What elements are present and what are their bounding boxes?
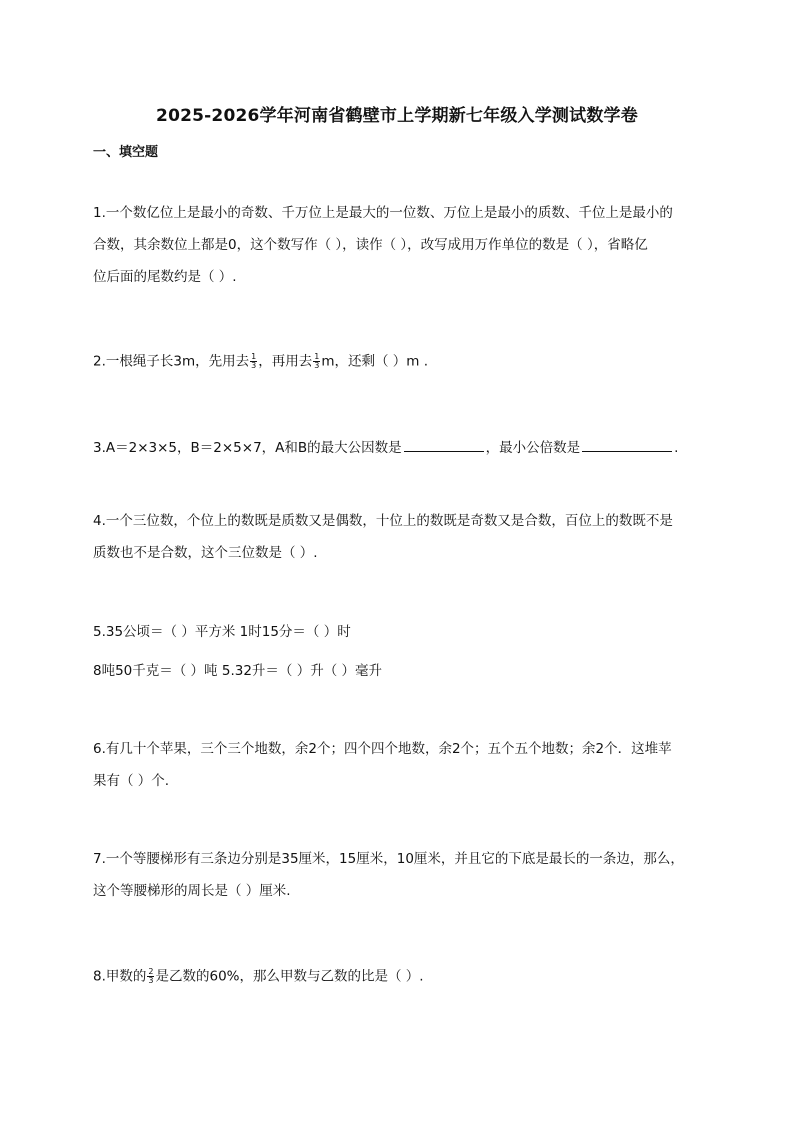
question-3-text-2: ，最小公倍数是 (485, 440, 581, 456)
answer-blank-gcd (404, 439, 484, 452)
question-2 (93, 353, 428, 370)
answer-blank-lcm (582, 439, 672, 452)
question-8-text-2: 是乙数的60%，那么甲数与乙数的比是（ ）. (155, 968, 424, 985)
question-3 (93, 439, 678, 456)
question-1-line-2: 合数，其余数位上都是0，这个数写作（ ），读作（ ），改写成用万作单位的数是（ ），省略亿 (93, 237, 648, 253)
question-2-text-1: 2.一根绳子长3m，先用去 (93, 353, 250, 370)
question-7-line-2: 这个等腰梯形的周长是（ ）厘米. (93, 883, 291, 899)
question-6-line-1: 6.有几十个苹果，三个三个地数，余2个；四个四个地数，余2个；五个五个地数；余2个．这堆苹 (93, 741, 672, 757)
fraction-one-third (250, 353, 257, 370)
question-2-text-2: ，再用去 (258, 353, 313, 370)
fraction-numerator: 1 (314, 352, 320, 361)
page-title: 2025-2026学年河南省鹤壁市上学期新七年级入学测试数学卷 (156, 106, 638, 126)
question-8 (93, 968, 424, 985)
fraction-numerator: 2 (148, 967, 154, 976)
question-5-line-2: 8吨50千克＝（ ）吨 5.32升＝（ ）升（ ）毫升 (93, 663, 382, 679)
question-4-line-1: 4.一个三位数，个位上的数既是质数又是偶数，十位上的数既是奇数又是合数，百位上的数既不是 (93, 513, 673, 529)
question-6-line-2: 果有（ ）个. (93, 773, 170, 789)
fraction-numerator: 1 (251, 352, 257, 361)
question-7-line-1: 7.一个等腰梯形有三条边分别是35厘米，15厘米，10厘米，并且它的下底是最长的一条边，那么， (93, 851, 684, 867)
question-1-line-3: 位后面的尾数约是（ ）. (93, 269, 237, 285)
question-2-text-3: m，还剩（ ）m . (321, 353, 428, 370)
fraction-one-third-meter (313, 353, 320, 370)
question-5-line-1: 5.35公顷＝（ ）平方米 1时15分＝（ ）时 (93, 624, 351, 640)
fraction-denominator: 3 (148, 976, 154, 985)
question-3-text-3: . (674, 440, 679, 456)
fraction-denominator: 3 (314, 361, 320, 370)
fraction-denominator: 3 (251, 361, 257, 370)
section-heading: 一、填空题 (93, 145, 159, 160)
question-3-text-1: 3.A＝2×3×5，B＝2×5×7，A和B的最大公因数是 (93, 440, 402, 456)
question-4-line-2: 质数也不是合数，这个三位数是（ ）. (93, 545, 318, 561)
fraction-two-thirds (147, 968, 154, 985)
question-1-line-1: 1.一个数亿位上是最小的奇数、千万位上是最大的一位数、万位上是最小的质数、千位上是最小的 (93, 205, 673, 221)
question-8-text-1: 8.甲数的 (93, 968, 147, 985)
